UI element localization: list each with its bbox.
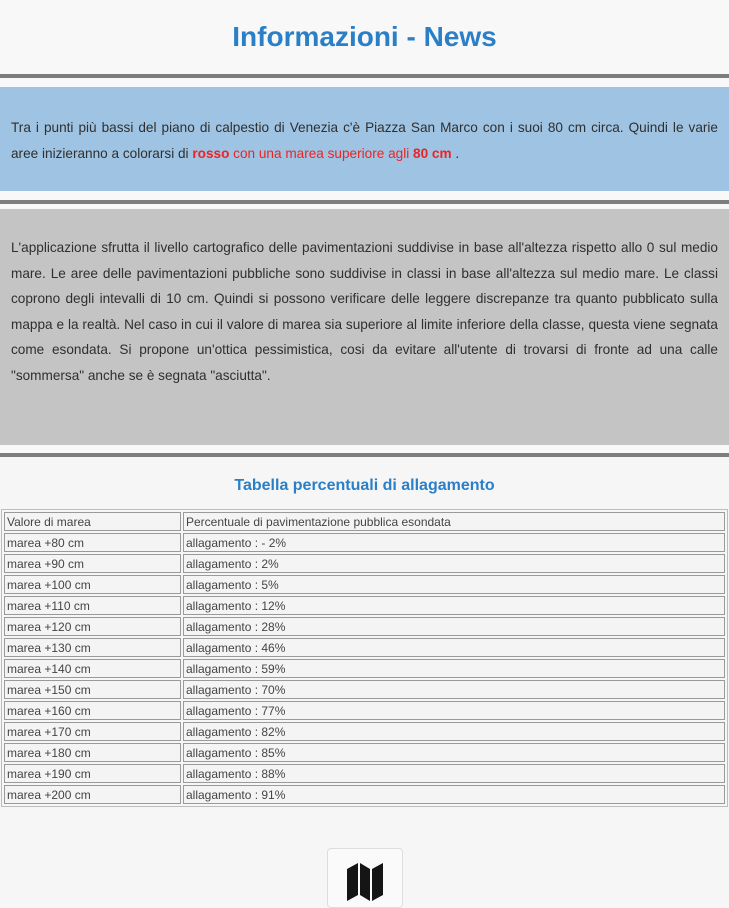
description-panel <box>0 209 729 445</box>
map-button[interactable] <box>327 848 403 908</box>
table-row <box>4 659 725 678</box>
title-bar <box>0 0 729 74</box>
flood-percent-cell: allagamento : 82% <box>183 722 725 741</box>
spacer <box>0 78 729 87</box>
flood-percent-cell: allagamento : 12% <box>183 596 725 615</box>
table-title: Tabella percentuali di allagamento <box>234 477 495 494</box>
notice-panel <box>0 87 729 191</box>
flood-percent-cell: allagamento : 5% <box>183 575 725 594</box>
tide-value-cell: marea +80 cm <box>4 533 181 552</box>
table-row <box>4 575 725 594</box>
tide-value-cell: marea +170 cm <box>4 722 181 741</box>
flood-percent-cell: allagamento : - 2% <box>183 533 725 552</box>
flood-percent-cell: allagamento : 91% <box>183 785 725 804</box>
flood-percent-cell: allagamento : 85% <box>183 743 725 762</box>
table-row <box>4 764 725 783</box>
flood-percent-cell: allagamento : 77% <box>183 701 725 720</box>
table-row <box>4 722 725 741</box>
tide-value-cell: marea +150 cm <box>4 680 181 699</box>
notice-text-end: . <box>451 145 460 161</box>
table-header-cell: Percentuale di pavimentazione pubblica esondata <box>183 512 725 531</box>
flood-percent-cell: allagamento : 2% <box>183 554 725 573</box>
tide-value-cell: marea +100 cm <box>4 575 181 594</box>
table-row <box>4 554 725 573</box>
spacer <box>0 191 729 200</box>
description-text: L'applicazione sfrutta il livello cartografico delle pavimentazioni suddivise in base all'altezza rispetto allo 0 sul medio mare. Le aree delle pavimentazioni pubbliche sono suddivise in classi in base all'altezza sul medio mare. Le classi coprono degli intevalli di 10 cm. Quindi si possono verificare delle leggere discrepanze tra quanto pubblicato sulla mappa e la realtà. Nel caso in cui il valore di marea sia superiore al limite inferiore della classe, questa viene segnata come esondata. Si propone un'ottica pessimistica, cosi da evitare all'utente di trovarsi di fronte ad una calle "sommersa" anche se è segnata "asciutta". <box>11 240 718 383</box>
tide-value-cell: marea +160 cm <box>4 701 181 720</box>
flood-percent-cell: allagamento : 88% <box>183 764 725 783</box>
notice-highlight-value: 80 cm <box>413 145 452 161</box>
flood-percent-cell: allagamento : 70% <box>183 680 725 699</box>
tide-value-cell: marea +120 cm <box>4 617 181 636</box>
table-row <box>4 743 725 762</box>
table-row <box>4 617 725 636</box>
spacer <box>0 445 729 453</box>
table-row <box>4 701 725 720</box>
notice-highlight-word: rosso <box>192 145 230 161</box>
tide-value-cell: marea +180 cm <box>4 743 181 762</box>
flood-percent-cell: allagamento : 59% <box>183 659 725 678</box>
notice-text: Tra i punti più bassi del piano di calpestio di Venezia c'è Piazza San Marco con i suoi 80 cm circa. Quindi le varie aree inizieranno a colorarsi di <box>11 120 718 161</box>
flood-percent-cell: allagamento : 46% <box>183 638 725 657</box>
page-title: Informazioni - News <box>232 21 497 52</box>
map-icon <box>345 861 385 901</box>
flood-percent-cell: allagamento : 28% <box>183 617 725 636</box>
tide-value-cell: marea +190 cm <box>4 764 181 783</box>
table-header-cell: Valore di marea <box>4 512 181 531</box>
table-row <box>4 533 725 552</box>
table-row <box>4 680 725 699</box>
table-row <box>4 785 725 804</box>
tide-value-cell: marea +130 cm <box>4 638 181 657</box>
flooding-table <box>1 509 728 807</box>
table-header-row <box>4 512 725 531</box>
divider <box>0 453 729 457</box>
tide-value-cell: marea +90 cm <box>4 554 181 573</box>
table-row <box>4 638 725 657</box>
notice-highlight-middle: con una marea superiore agli <box>229 145 414 161</box>
tide-value-cell: marea +110 cm <box>4 596 181 615</box>
table-row <box>4 596 725 615</box>
tide-value-cell: marea +140 cm <box>4 659 181 678</box>
tide-value-cell: marea +200 cm <box>4 785 181 804</box>
